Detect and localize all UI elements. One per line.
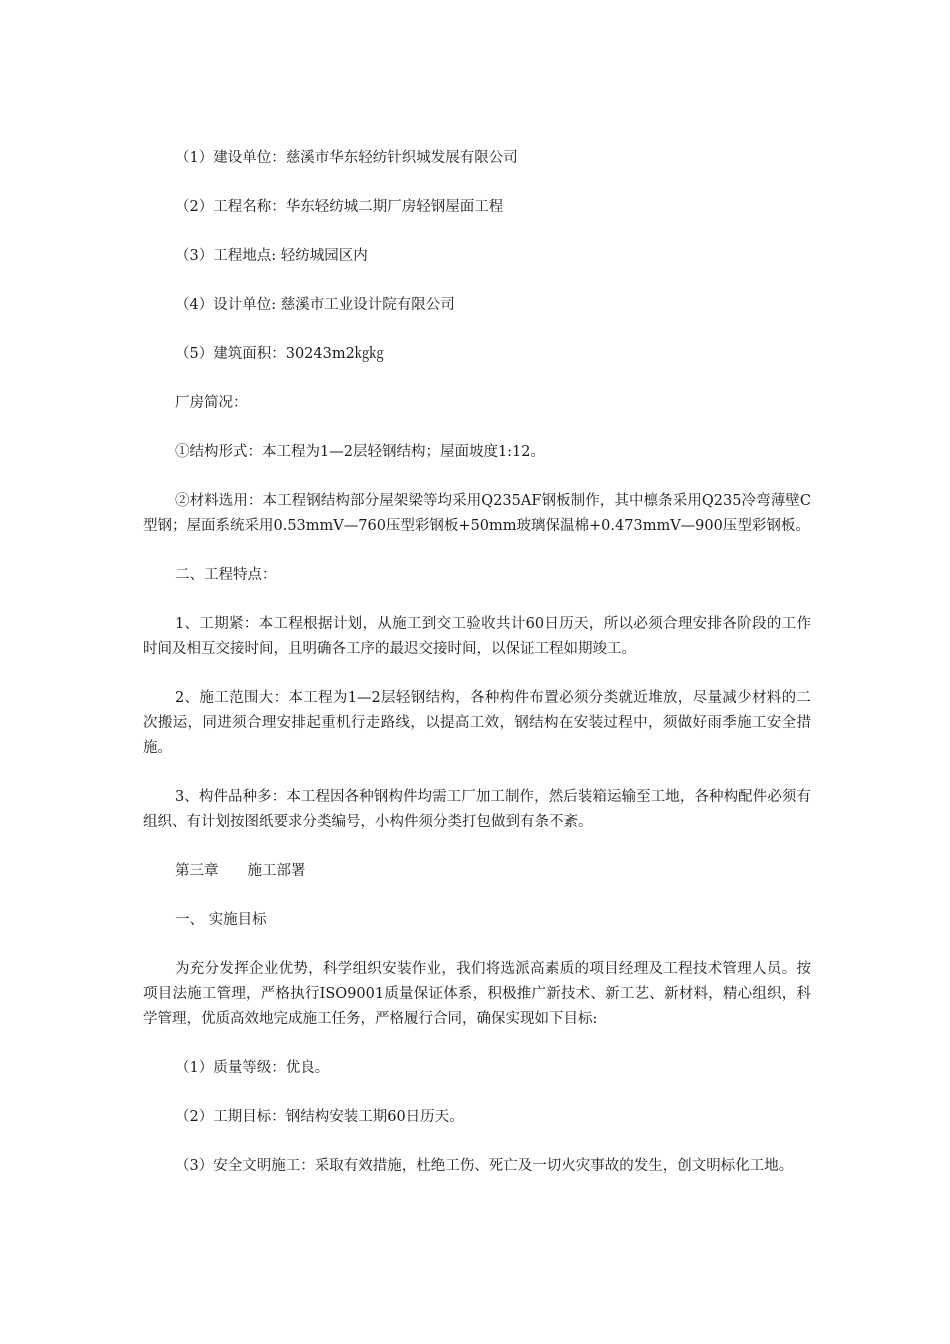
paragraph-schedule-goal: （2）工期目标：钢结构安装工期60日历天。 (175, 1109, 464, 1125)
paragraph-construction-unit: （1）建设单位：慈溪市华东轻纺针织城发展有限公司 (175, 150, 518, 166)
paragraph-large-scope: 2、施工范围大：本工程为1—2层轻钢结构，各种构件布置必须分类就近堆放，尽量减少材料的二次搬运，同进须合理安排起重机行走路线，以提高工效，钢结构在安装过程中，须做好雨季施工安全措施。 (143, 690, 811, 756)
paragraph-safety-goal: （3）安全文明施工：采取有效措施，杜绝工伤、死亡及一切火灾事故的发生，创文明标化工地。 (175, 1158, 794, 1174)
paragraph-tight-schedule: 1、工期紧：本工程根据计划，从施工到交工验收共计60日历天，所以必须合理安排各阶段的工作时间及相互交接时间，且明确各工序的最迟交接时间，以保证工程如期竣工。 (143, 616, 811, 657)
section-heading-project-features: 二、工程特点： (175, 567, 277, 583)
paragraph-plant-overview: 厂房简况： (175, 395, 248, 411)
paragraph-project-name: （2）工程名称：华东轻纺城二期厂房轻钢屋面工程 (175, 199, 504, 215)
paragraph-design-unit: （4）设计单位: 慈溪市工业设计院有限公司 (175, 297, 455, 313)
section-heading-implementation-goals: 一、 实施目标 (175, 912, 267, 928)
paragraph-goals-intro: 为充分发挥企业优势，科学组织安装作业，我们将选派高素质的项目经理及工程技术管理人员。按项目法施工管理，严格执行ISO9001质量保证体系，积极推广新技术、新工艺、新材料，精心组织，科学管理，优质高效地完成施工任务，严格履行合同，确保实现如下目标: (143, 961, 811, 1027)
paragraph-many-components: 3、构件品种多：本工程因各种钢构件均需工厂加工制作，然后装箱运输至工地，各种构配件必须有组织、有计划按图纸要求分类编号，小构件须分类打包做到有条不紊。 (143, 789, 811, 830)
paragraph-quality-grade: （1）质量等级：优良。 (175, 1060, 330, 1076)
paragraph-material-selection: ②材料选用：本工程钢结构部分屋架梁等均采用Q235AF钢板制作，其中檩条采用Q235冷弯薄壁C型钢；屋面系统采用0.53mmV—760压型彩钢板+50mm玻璃保温棉+0.473mmV—900压型彩钢板。 (143, 493, 811, 534)
paragraph-structure-form: ①结构形式：本工程为1—2层轻钢结构；屋面坡度1:12。 (175, 444, 546, 460)
paragraph-project-location: （3）工程地点: 轻纺城园区内 (175, 248, 368, 264)
chapter-heading-construction-deployment: 第三章 施工部署 (175, 863, 306, 879)
document-body (143, 146, 811, 1201)
paragraph-building-area: （5）建筑面积：30243m2㎏㎏ (175, 346, 384, 362)
